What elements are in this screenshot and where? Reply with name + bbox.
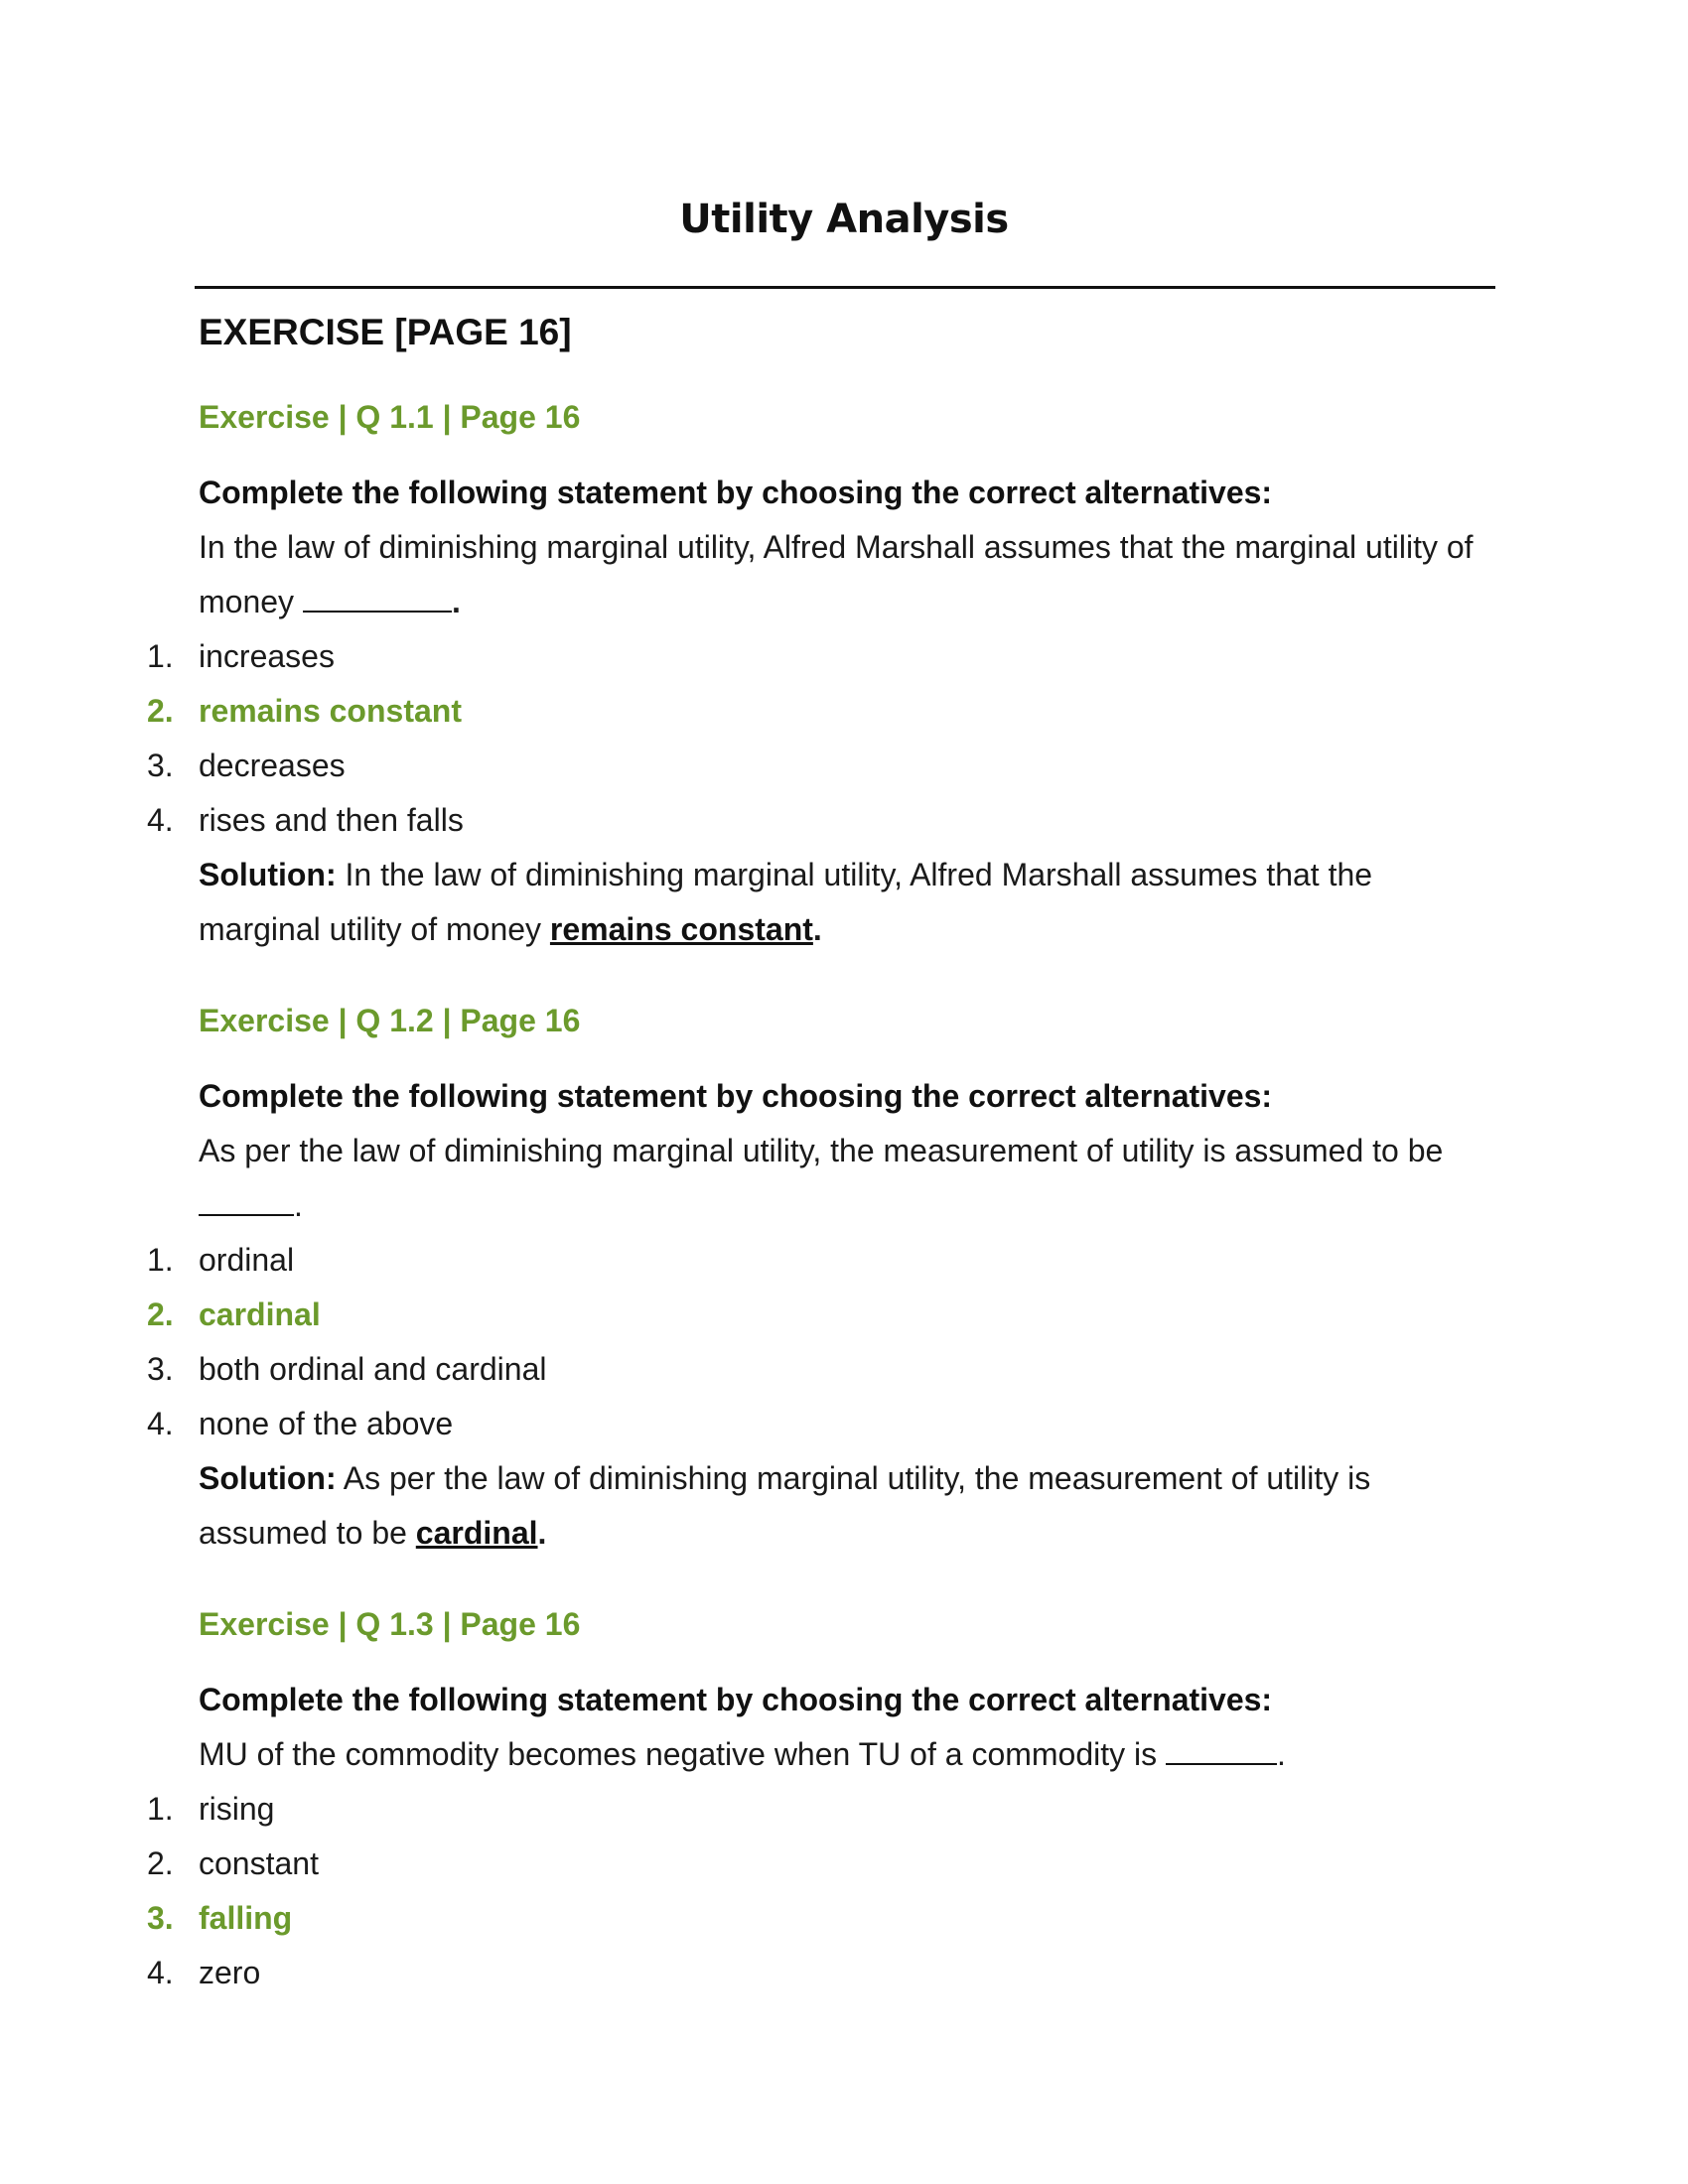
option-number: 2. [147,1845,174,1881]
option-item [0,1397,1688,1451]
option-item-correct [0,1891,1688,1946]
solution [199,848,1479,957]
solution [199,1451,1479,1561]
option-item-correct [0,684,1688,739]
option-text: zero [199,1955,261,1990]
spacer [0,1561,1688,1602]
question-header: Exercise | Q 1.1 | Page 16 [199,399,581,435]
spacer [0,957,1688,999]
solution-end: . [812,911,822,947]
option-item [0,629,1688,684]
option-item [0,739,1688,793]
option-text: ordinal [199,1242,295,1278]
question-stem [199,1727,1479,1782]
answer-blank [199,1184,294,1216]
option-text: falling [199,1900,293,1936]
option-number: 1. [147,1242,174,1278]
option-number: 4. [147,1955,174,1990]
question-block [0,1602,1688,2000]
option-item [0,1946,1688,2000]
option-number: 4. [147,1406,174,1441]
option-item [0,1782,1688,1837]
option-number: 2. [147,1297,174,1332]
option-text: none of the above [199,1406,454,1441]
option-item [0,1233,1688,1288]
option-list [0,1233,1688,1451]
question-instruction: Complete the following statement by choosing the correct alternatives: [199,1078,1273,1114]
option-number: 3. [147,1351,174,1387]
solution-text: As per the law of diminishing marginal utility, the measurement of utility is assumed to be [199,1460,1371,1551]
question-header: Exercise | Q 1.2 | Page 16 [199,1003,581,1038]
stem-text: In the law of diminishing marginal utility, Alfred Marshall assumes that the marginal utility of money [199,529,1474,619]
stem-text: MU of the commodity becomes negative when TU of a commodity is [199,1736,1158,1772]
option-list [0,1782,1688,2000]
option-item [0,1837,1688,1891]
solution-text: In the law of diminishing marginal utility, Alfred Marshall assumes that the marginal utility of money [199,857,1373,947]
question-instruction: Complete the following statement by choosing the correct alternatives: [199,475,1273,510]
option-item [0,1342,1688,1397]
option-number: 3. [147,1900,174,1936]
question-instruction: Complete the following statement by choosing the correct alternatives: [199,1682,1273,1717]
option-item [0,793,1688,848]
question-block [0,999,1688,1602]
question-block [0,395,1688,999]
question-stem [199,520,1479,629]
option-number: 1. [147,1791,174,1827]
option-text: decreases [199,748,346,783]
option-number: 4. [147,802,174,838]
option-number: 3. [147,748,174,783]
stem-end: . [451,584,461,619]
option-text: both ordinal and cardinal [199,1351,547,1387]
option-number: 2. [147,693,174,729]
option-text: increases [199,638,335,674]
solution-end: . [537,1515,547,1551]
solution-label: Solution: [199,857,337,892]
option-text: rises and then falls [199,802,464,838]
stem-end: . [1277,1736,1286,1772]
document-title: Utility Analysis [679,197,1009,242]
option-text: remains constant [199,693,462,729]
option-text: constant [199,1845,319,1881]
solution-answer: cardinal [415,1515,538,1551]
option-text: rising [199,1791,275,1827]
option-list [0,629,1688,848]
option-number: 1. [147,638,174,674]
answer-blank [1166,1733,1277,1765]
solution-answer: remains constant [549,911,813,947]
solution-label: Solution: [199,1460,337,1496]
option-text: cardinal [199,1297,321,1332]
title-divider [195,286,1495,289]
answer-blank [303,581,452,613]
section-heading: EXERCISE [PAGE 16] [199,312,572,352]
stem-text: As per the law of diminishing marginal utility, the measurement of utility is assumed to be [199,1133,1444,1168]
question-header: Exercise | Q 1.3 | Page 16 [199,1606,581,1642]
question-stem [199,1124,1479,1233]
stem-end: . [294,1187,303,1223]
option-item-correct [0,1288,1688,1342]
exercise-content [0,395,1688,2000]
